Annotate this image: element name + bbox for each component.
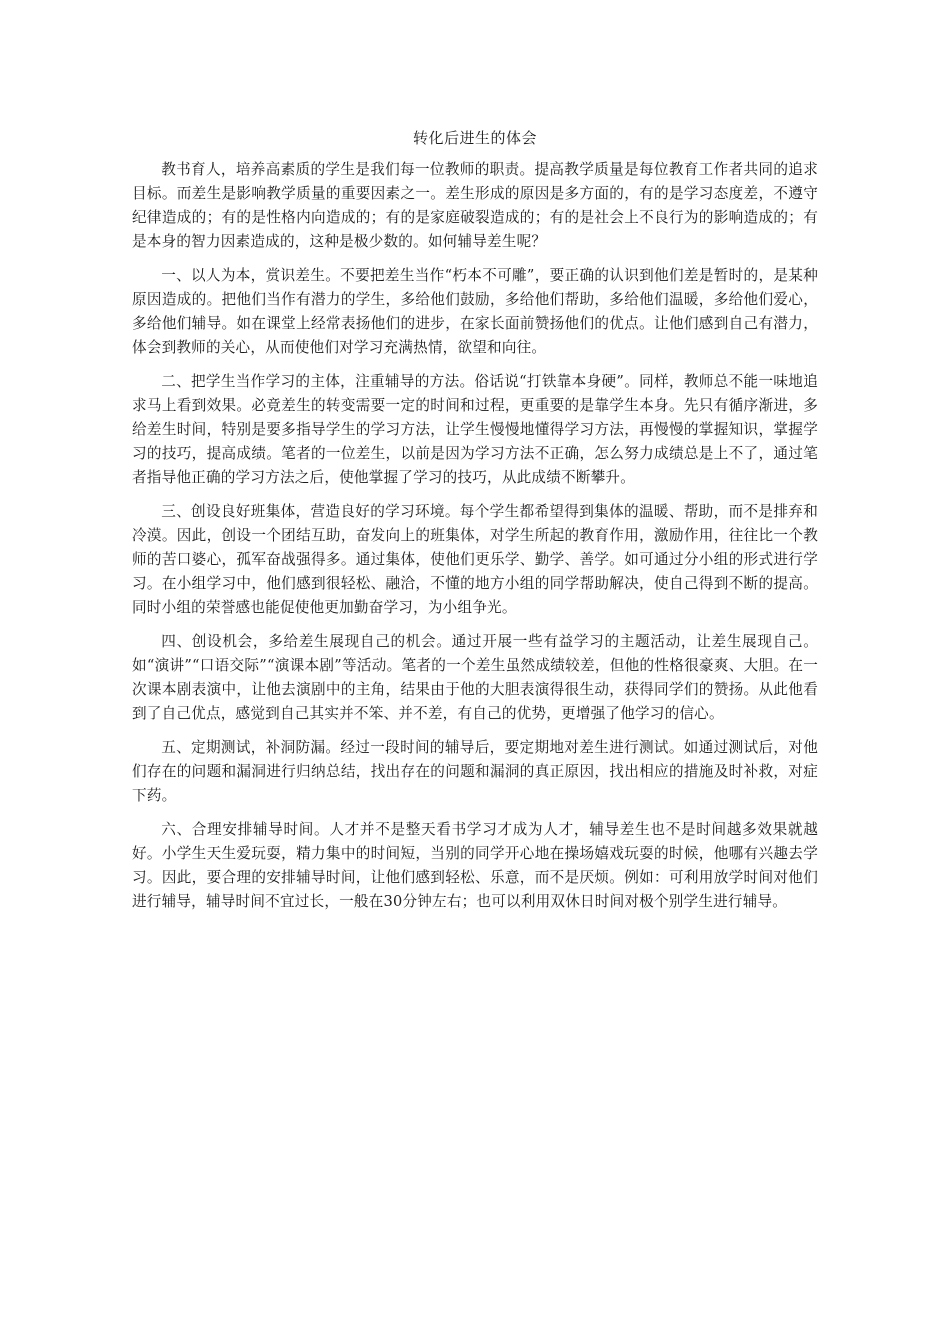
paragraph-point-3: 三、创设良好班集体，营造良好的学习环境。每个学生都希望得到集体的温暖、帮助，而不是排弃和冷漠。因此，创设一个团结互助，奋发向上的班集体，对学生所起的教育作用，激励作用，往往比一个教师的苦口婆心，孤军奋战强得多。通过集体，使他们更乐学、勤学、善学。如可通过分小组的形式进行学习。在小组学习中，他们感到很轻松、融洽，不懂的地方小组的同学帮助解决，使自己得到不断的提高。同时小组的荣誉感也能促使他更加勤奋学习，为小组争光。 xyxy=(132,503,818,616)
paragraph-point-4: 四、创设机会，多给差生展现自己的机会。通过开展一些有益学习的主题活动，让差生展现自己。如“演讲”“口语交际”“演课本剧”等活动。笔者的一个差生虽然成绩较差，但他的性格很豪爽、大胆。在一次课本剧表演中，让他去演剧中的主角，结果由于他的大胆表演得很生动，获得同学们的赞扬。从此他看到了自己优点，感觉到自己其实并不笨、并不差，有自己的优势，更增强了他学习的信心。 xyxy=(132,633,818,722)
paragraph-intro: 教书育人，培养高素质的学生是我们每一位教师的职责。提高教学质量是每位教育工作者共同的追求目标。而差生是影响教学质量的重要因素之一。差生形成的原因是多方面的，有的是学习态度差，不遵守纪律造成的；有的是性格内向造成的；有的是家庭破裂造成的；有的是社会上不良行为的影响造成的；有是本身的智力因素造成的，这种是极少数的。如何辅导差生呢？ xyxy=(132,161,818,250)
paragraph-point-1: 一、以人为本，赏识差生。不要把差生当作“朽本不可雕”，要正确的认识到他们差是暂时的，是某种原因造成的。把他们当作有潜力的学生，多给他们鼓励，多给他们帮助，多给他们温暖，多给他们爱心，多给他们辅导。如在课堂上经常表扬他们的进步，在家长面前赞扬他们的优点。让他们感到自己有潜力，体会到教师的关心，从而使他们对学习充满热情，欲望和向往。 xyxy=(132,267,818,356)
document-title: 转化后进生的体会 xyxy=(412,129,537,147)
paragraph-point-5: 五、定期测试，补洞防漏。经过一段时间的辅导后，要定期地对差生进行测试。如通过测试后，对他们存在的问题和漏洞进行归纳总结，找出存在的问题和漏洞的真正原因，找出相应的措施及时补救，对症下药。 xyxy=(132,739,818,804)
paragraph-point-2: 二、把学生当作学习的主体，注重辅导的方法。俗话说“打铁靠本身硬”。同样，教师总不能一味地追求马上看到效果。必竟差生的转变需要一定的时间和过程，更重要的是靠学生本身。先只有循序渐进，多给差生时间，特别是要多指导学生的学习方法，让学生慢慢地懂得学习方法，再慢慢的掌握知识，掌握学习的技巧，提高成绩。笔者的一位差生，以前是因为学习方法不正确，怎么努力成绩总是上不了，通过笔者指导他正确的学习方法之后，使他掌握了学习的技巧，从此成绩不断攀升。 xyxy=(132,373,818,486)
paragraph-point-6: 六、合理安排辅导时间。人才并不是整天看书学习才成为人才，辅导差生也不是时间越多效果就越好。小学生天生爱玩耍，精力集中的时间短，当别的同学开心地在操场嬉戏玩耍的时候，他哪有兴趣去学习。因此，要合理的安排辅导时间，让他们感到轻松、乐意，而不是厌烦。例如：可利用放学时间对他们进行辅导，辅导时间不宜过长，一般在30分钟左右；也可以利用双休日时间对极个别学生进行辅导。 xyxy=(132,821,818,910)
document-page xyxy=(132,128,818,924)
